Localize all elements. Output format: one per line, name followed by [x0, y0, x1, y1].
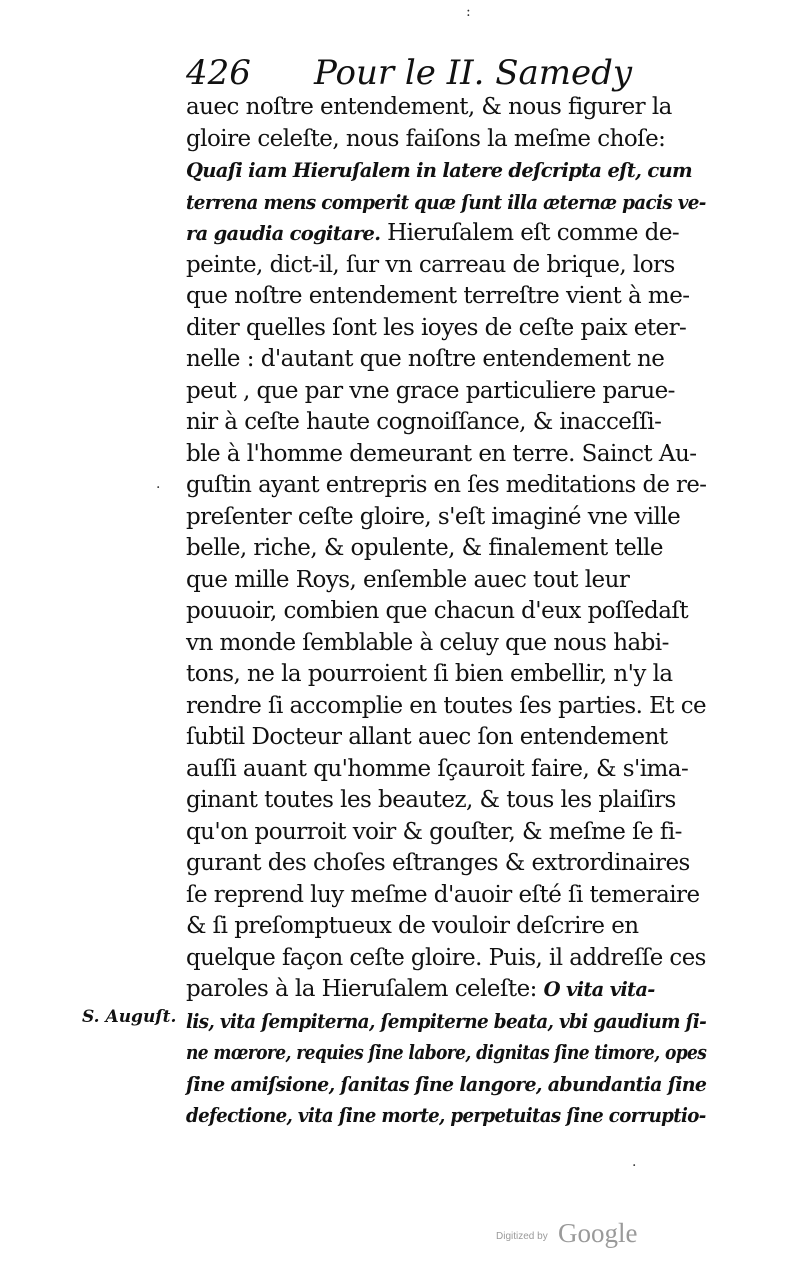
italic-run: O vita vita-: [543, 978, 655, 1001]
text-line: gloire celeſte, nous faiſons la meſme choſe:: [186, 125, 666, 152]
roman-run: Hieruſalem eſt comme de-: [380, 220, 680, 246]
page-header: [186, 52, 633, 94]
text-line: ble à l'homme demeurant en terre. Sainct Au-: [186, 440, 697, 467]
text-line: auſſi auant qu'homme ſçauroit faire, & s'ima-: [186, 755, 689, 782]
text-line: tons, ne la pourroient ſi bien embellir, n'y la: [186, 661, 673, 687]
text-line: pouuoir, combien que chacun d'eux poſſedaſt: [186, 598, 689, 624]
text-line: peinte, dict-il, ſur vn carreau de brique, lors: [186, 251, 675, 278]
text-line: ginant toutes les beautez, & tous les plaiſirs: [186, 787, 676, 813]
text-line: auec noſtre entendement, & nous figurer la: [186, 94, 672, 120]
text-line: qu'on pourroit voir & gouſter, & meſme ſe fi-: [186, 818, 682, 845]
running-title: Pour le II. Samedy: [314, 53, 633, 93]
text-line: peut , que par vne grace particuliere parue-: [186, 377, 675, 404]
text-line: Quaſi iam Hieruſalem in latere deſcripta eſt, cum: [186, 159, 692, 182]
text-line: [186, 974, 698, 1006]
watermark-prefix: Digitized by: [496, 1231, 548, 1242]
text-line: & ſi preſomptueux de vouloir deſcrire en: [186, 913, 639, 939]
text-line: ſubtil Docteur allant auec ſon entendement: [186, 724, 668, 750]
text-line: defectione, vita ſine morte, perpetuitas ſine corruptio-: [186, 1104, 706, 1127]
roman-run: paroles à la Hieruſalem celeſte:: [186, 976, 544, 1002]
text-line: lis, vita ſempiterna, ſempiterne beata, vbi gaudium ſi-: [186, 1009, 707, 1033]
text-line: [186, 218, 698, 250]
google-logo: Google: [558, 1218, 638, 1248]
text-line: quelque façon ceſte gloire. Puis, il addreſſe ces: [186, 944, 706, 971]
text-line: que noſtre entendement terreſtre vient à me-: [186, 283, 690, 309]
text-line: nelle : d'autant que noſtre entendement ne: [186, 346, 665, 372]
print-speck: ·: [632, 1158, 637, 1174]
text-line: terrena mens comperit quæ ſunt illa æternæ pacis ve-: [186, 190, 706, 214]
text-line: belle, riche, & opulente, & finalement telle: [186, 535, 663, 561]
text-line: rendre ſi accomplie en toutes ſes parties. Et ce: [186, 692, 707, 719]
text-line: ne mœrore, requies ſine labore, dignitas ſine timore, opes: [186, 1041, 707, 1064]
text-line: preſenter ceſte gloire, s'eſt imaginé vne ville: [186, 503, 681, 530]
text-line: ſine amiſsione, ſanitas ſine langore, abundantia ſine: [186, 1072, 707, 1096]
digitization-watermark: [496, 1217, 666, 1251]
margin-note: S. Auguſt.: [82, 1007, 177, 1027]
text-line: que mille Roys, enſemble auec tout leur: [186, 566, 630, 593]
text-line: diter quelles ſont les ioyes de ceſte paix eter-: [186, 314, 687, 341]
print-speck: ·: [156, 480, 161, 496]
italic-run: ra gaudia cogitare.: [186, 222, 381, 245]
page-number: 426: [186, 53, 251, 93]
text-line: ſe reprend luy meſme d'auoir eſté ſi temeraire: [186, 881, 700, 908]
text-line: vn monde ſemblable à celuy que nous habi-: [186, 629, 669, 656]
text-line: nir à ceſte haute cognoiſſance, & inacceſſi-: [186, 409, 662, 435]
text-line: guſtin ayant entrepris en ſes meditations de re-: [186, 472, 707, 498]
text-line: gurant des choſes eſtranges & extrordinaires: [186, 850, 690, 876]
print-speck: :: [466, 4, 471, 20]
body-text: [186, 92, 707, 1132]
